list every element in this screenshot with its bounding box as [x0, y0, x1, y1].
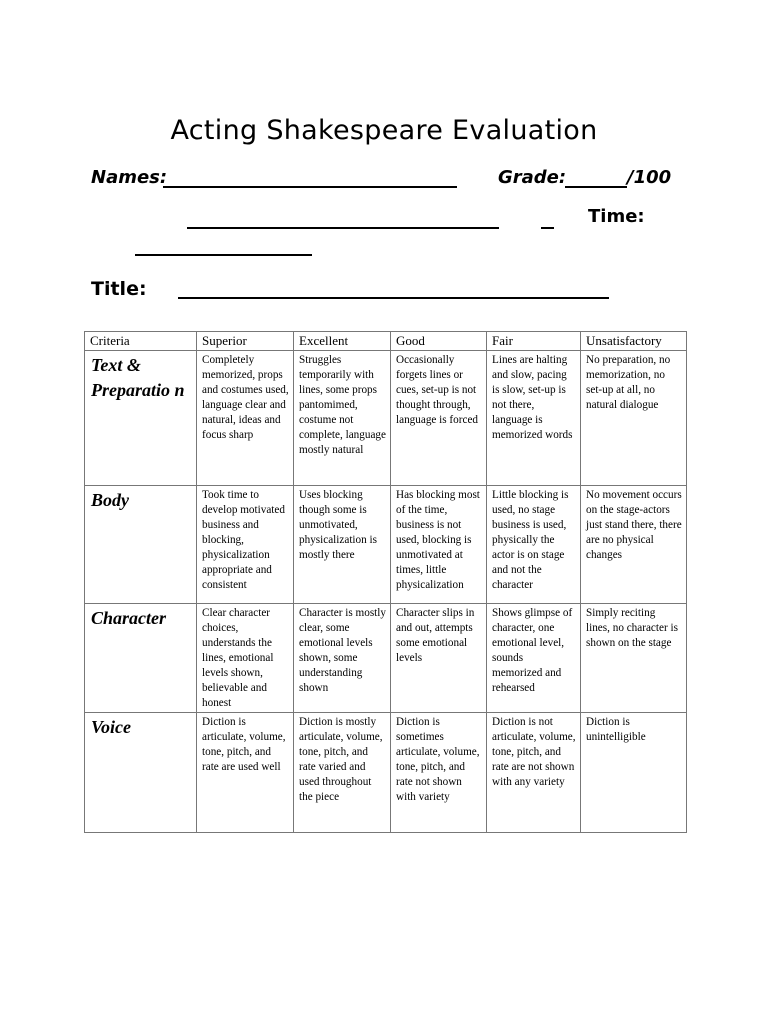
grade-label: Grade: — [498, 167, 567, 188]
names-blank-line-2 — [187, 227, 499, 229]
title-label: Title: — [91, 278, 147, 300]
table-cell: Simply reciting lines, no character is shown on the stage — [581, 604, 687, 713]
grade-max: /100 — [627, 167, 672, 188]
names-label: Names: — [91, 167, 168, 188]
time-blank-line — [135, 254, 312, 256]
criterion-label: Body — [85, 486, 197, 604]
table-cell: No movement occurs on the stage-actors just stand there, there are no physical changes — [581, 486, 687, 604]
page-title: Acting Shakespeare Evaluation — [170, 115, 598, 146]
table-cell: Shows glimpse of character, one emotional level, sounds memorized and rehearsed — [487, 604, 581, 713]
names-blank-line — [163, 186, 457, 188]
column-header: Criteria — [85, 332, 197, 351]
table-cell: Character slips in and out, attempts some emotional levels — [391, 604, 487, 713]
column-header: Unsatisfactory — [581, 332, 687, 351]
table-cell: Took time to develop motivated business and blocking, physicalization appropriate and consistent — [197, 486, 294, 604]
table-cell: Struggles temporarily with lines, some props pantomimed, costume not complete, language mostly natural — [294, 351, 391, 486]
table-cell: Diction is sometimes articulate, volume, tone, pitch, and rate not shown with variety — [391, 713, 487, 833]
table-row — [85, 713, 687, 833]
table-row — [85, 604, 687, 713]
table-row — [85, 351, 687, 486]
criterion-label: Text & Preparatio n — [85, 351, 197, 486]
table-cell: Lines are halting and slow, pacing is slow, set-up is not there, language is memorized words — [487, 351, 581, 486]
table-cell: Clear character choices, understands the lines, emotional levels shown, believable and honest — [197, 604, 294, 713]
time-label: Time: — [588, 206, 645, 227]
table-cell: Completely memorized, props and costumes used, language clear and natural, ideas and focus sharp — [197, 351, 294, 486]
table-cell: Diction is not articulate, volume, tone, pitch, and rate are not shown with any variety — [487, 713, 581, 833]
column-header: Good — [391, 332, 487, 351]
rubric-header-row — [85, 332, 687, 351]
table-cell: Occasionally forgets lines or cues, set-up is not thought through, language is forced — [391, 351, 487, 486]
table-cell: Diction is articulate, volume, tone, pitch, and rate are used well — [197, 713, 294, 833]
column-header: Excellent — [294, 332, 391, 351]
table-cell: Diction is mostly articulate, volume, tone, pitch, and rate varied and used throughout the piece — [294, 713, 391, 833]
rubric-table — [84, 331, 687, 833]
table-cell: No preparation, no memorization, no set-up at all, no natural dialogue — [581, 351, 687, 486]
table-cell: Has blocking most of the time, business is not used, blocking is unmotivated at times, little physicalization — [391, 486, 487, 604]
table-cell: Diction is unintelligible — [581, 713, 687, 833]
column-header: Superior — [197, 332, 294, 351]
table-cell: Uses blocking though some is unmotivated, physicalization is mostly there — [294, 486, 391, 604]
table-row — [85, 486, 687, 604]
title-blank-line — [178, 297, 609, 299]
column-header: Fair — [487, 332, 581, 351]
criterion-label: Character — [85, 604, 197, 713]
grade-blank-line — [565, 186, 627, 188]
names-blank-line-2b — [541, 227, 554, 229]
table-cell: Little blocking is used, no stage business is used, physically the actor is on stage and not the character — [487, 486, 581, 604]
criterion-label: Voice — [85, 713, 197, 833]
table-cell: Character is mostly clear, some emotional levels shown, some understanding shown — [294, 604, 391, 713]
